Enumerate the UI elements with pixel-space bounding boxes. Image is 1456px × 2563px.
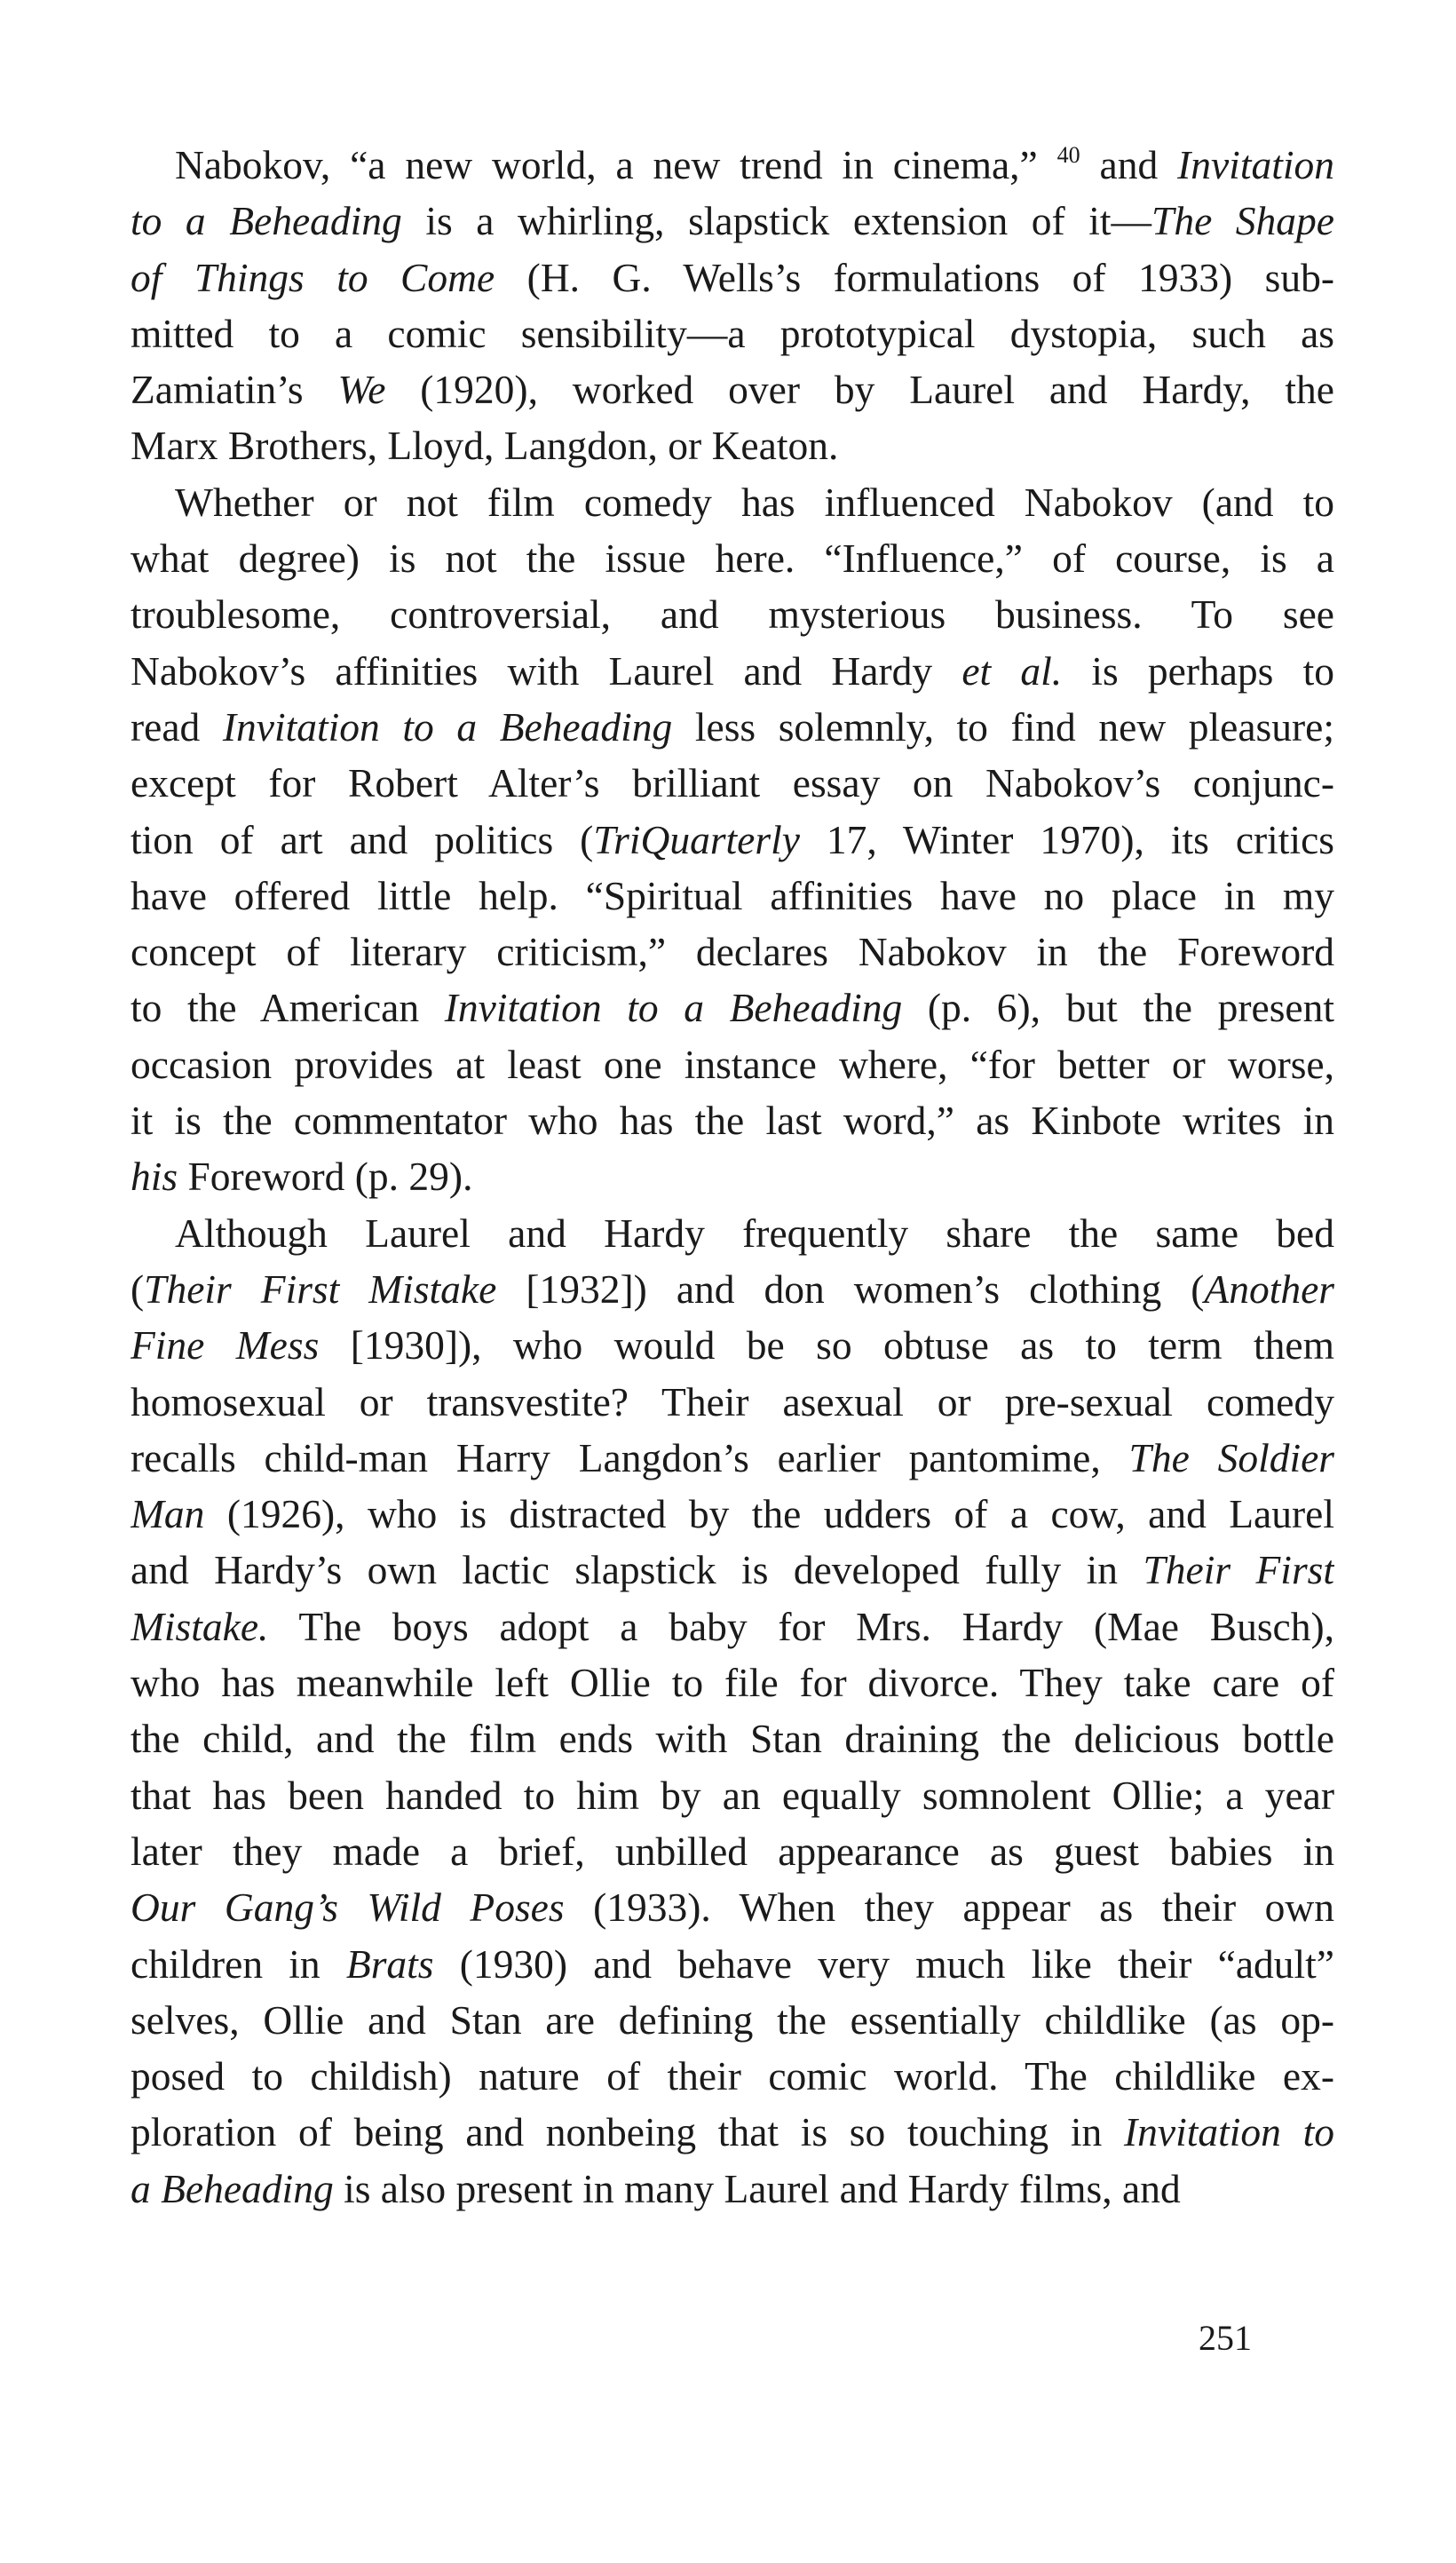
text-run: (1926), who is distracted by the udders of a cow, and Laurel: [204, 1491, 1334, 1537]
text-line: [131, 2104, 1334, 2160]
text-line: [131, 1767, 1334, 1823]
text-line: [131, 1599, 1334, 1654]
page-number: 251: [1199, 2318, 1252, 2358]
italic-text: to a Beheading: [131, 198, 402, 244]
text-run: troublesome, controversial, and mysterious business. To see: [131, 591, 1334, 638]
text-line: [131, 530, 1334, 586]
italic-text: We: [337, 367, 386, 413]
text-run: what degree) is not the issue here. “Influence,” of course, is a: [131, 536, 1334, 582]
text-run: Foreword (p. 29).: [178, 1154, 473, 1200]
text-run: and Hardy’s own lactic slapstick is developed fully in: [131, 1547, 1143, 1593]
text-run: Whether or not film comedy has influenced Nabokov (and to: [175, 479, 1334, 525]
text-line: [131, 361, 1334, 417]
italic-text: Another: [1204, 1266, 1334, 1312]
italic-text: Invitation: [1177, 142, 1334, 187]
text-line: [131, 1879, 1334, 1935]
text-run: (1930) and behave very much like their “adult”: [433, 1940, 1334, 1987]
text-run: occasion provides at least one instance where, “for better or worse,: [131, 1041, 1334, 1087]
italic-text: The Soldier: [1128, 1434, 1334, 1480]
text-run: and: [1080, 142, 1178, 187]
text-run: 17, Winter 1970), its critics: [799, 816, 1334, 862]
italic-text: Brats: [345, 1940, 434, 1987]
text-run: is also present in many Laurel and Hardy films, and: [333, 2165, 1181, 2211]
text-line: [131, 1205, 1334, 1261]
text-line: [131, 2048, 1334, 2104]
text-run: concept of literary criticism,” declares Nabokov in the Foreword: [131, 929, 1334, 975]
italic-text: Invitation to a Beheading: [444, 985, 903, 1031]
italic-text: of Things to Come: [131, 254, 495, 300]
text-run: children in: [131, 1940, 346, 1987]
text-line: [131, 1710, 1334, 1766]
text-run: tion of art and politics (: [131, 816, 594, 862]
text-line: [131, 474, 1334, 530]
text-run: (p. 6), but the present: [902, 985, 1334, 1031]
text-line: [131, 193, 1334, 249]
text-run: selves, Ollie and Stan are defining the essentially childlike (as op-: [131, 1996, 1334, 2043]
text-run: later they made a brief, unbilled appearance as guest babies in: [131, 1828, 1334, 1874]
text-line: [131, 1992, 1334, 2048]
italic-text: his: [131, 1154, 178, 1200]
text-run: that has been handed to him by an equally somnolent Ollie; a year: [131, 1772, 1334, 1818]
text-line: [131, 1654, 1334, 1710]
text-line: [131, 1374, 1334, 1430]
italic-text: The Shape: [1151, 198, 1334, 244]
text-line: [131, 1261, 1334, 1317]
text-run: have offered little help. “Spiritual affinities have no place in my: [131, 872, 1334, 918]
italic-text: Their First: [1143, 1547, 1334, 1593]
text-line: [131, 305, 1334, 361]
text-run: Nabokov, “a new world, a new trend in cinema,”: [175, 142, 1057, 187]
text-run: mitted to a comic sensibility—a prototypical dystopia, such as: [131, 310, 1334, 356]
italic-text: Our Gang’s Wild Poses: [131, 1885, 565, 1931]
text-line: [131, 924, 1334, 980]
text-run: Although Laurel and Hardy frequently share the same bed: [175, 1210, 1334, 1256]
italic-text: et al.: [961, 647, 1063, 694]
text-run: ploration of being and nonbeing that is so touching in: [131, 2109, 1124, 2155]
text-line: [131, 137, 1334, 193]
text-line: [131, 1092, 1334, 1148]
text-line: [131, 1823, 1334, 1879]
text-line: [131, 1486, 1334, 1542]
text-run: who has meanwhile left Ollie to file for divorce. They take care of: [131, 1660, 1334, 1706]
text-line: [131, 1430, 1334, 1486]
italic-text: Their First Mistake: [144, 1266, 497, 1312]
text-run: Nabokov’s affinities with Laurel and Hardy: [131, 647, 962, 694]
paragraph: [131, 1205, 1334, 2217]
text-run: (1933). When they appear as their own: [564, 1885, 1334, 1931]
text-line: [131, 755, 1334, 811]
italic-text: TriQuarterly: [593, 816, 800, 862]
text-run: (1920), worked over by Laurel and Hardy, the: [385, 367, 1334, 413]
text-run: Marx Brothers, Lloyd, Langdon, or Keaton.: [131, 423, 839, 469]
italic-text: Invitation to: [1123, 2109, 1334, 2155]
text-run: [1930]), who would be so obtuse as to term them: [319, 1322, 1334, 1369]
text-line: [131, 980, 1334, 1036]
italic-text: a Beheading: [131, 2165, 334, 2211]
text-run: homosexual or transvestite? Their asexual or pre-sexual comedy: [131, 1378, 1334, 1424]
italic-text: Fine Mess: [131, 1322, 320, 1369]
body-text: [131, 137, 1334, 2217]
text-line: [131, 1317, 1334, 1373]
text-run: to the American: [131, 985, 445, 1031]
text-run: it is the commentator who has the last word,” as Kinbote writes in: [131, 1098, 1334, 1144]
text-line: [131, 417, 1334, 473]
text-line: [131, 2161, 1334, 2217]
footnote-marker: 40: [1056, 142, 1080, 168]
text-run: except for Robert Alter’s brilliant essay on Nabokov’s conjunc-: [131, 760, 1334, 806]
text-line: [131, 1148, 1334, 1204]
italic-text: Invitation to a Beheading: [222, 703, 673, 750]
text-run: is perhaps to: [1062, 647, 1334, 694]
text-run: (H. G. Wells’s formulations of 1933) sub-: [495, 254, 1334, 300]
text-line: [131, 1036, 1334, 1092]
text-line: [131, 1542, 1334, 1598]
text-run: [1932]) and don women’s clothing (: [496, 1266, 1205, 1312]
text-run: less solemnly, to find new pleasure;: [672, 703, 1334, 750]
text-line: [131, 699, 1334, 755]
text-line: [131, 586, 1334, 642]
text-line: [131, 812, 1334, 868]
italic-text: Mistake.: [131, 1603, 269, 1649]
text-run: recalls child-man Harry Langdon’s earlier pantomime,: [131, 1434, 1129, 1480]
text-run: Zamiatin’s: [131, 367, 338, 413]
paragraph: [131, 137, 1334, 474]
text-line: [131, 1936, 1334, 1992]
italic-text: Man: [131, 1491, 205, 1537]
text-run: (: [131, 1266, 145, 1312]
text-run: posed to childish) nature of their comic world. The childlike ex-: [131, 2053, 1334, 2099]
text-line: [131, 643, 1334, 699]
paragraph: [131, 474, 1334, 1205]
text-run: the child, and the film ends with Stan draining the delicious bottle: [131, 1716, 1334, 1762]
text-run: The boys adopt a baby for Mrs. Hardy (Mae Busch),: [268, 1603, 1334, 1649]
text-line: [131, 250, 1334, 305]
text-run: read: [131, 703, 223, 750]
text-run: is a whirling, slapstick extension of it—: [401, 198, 1152, 244]
text-line: [131, 868, 1334, 924]
